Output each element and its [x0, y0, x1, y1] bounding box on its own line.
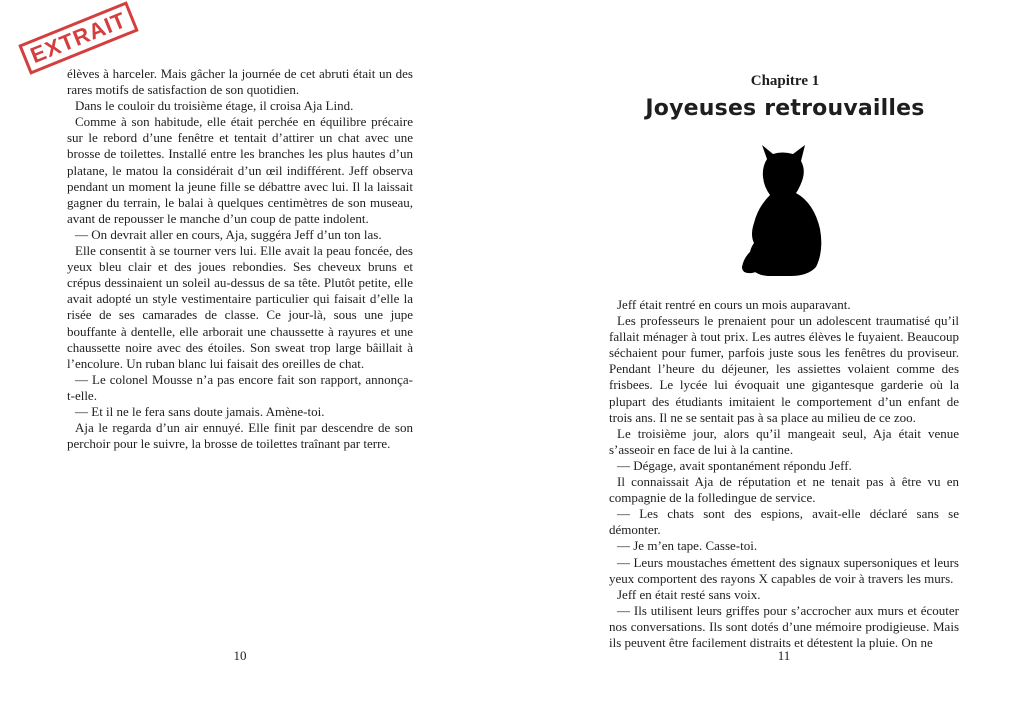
- paragraph: Dans le couloir du troisième étage, il croisa Aja Lind.: [75, 98, 354, 114]
- paragraph: — Et il ne le fera sans doute jamais. Amène-toi.: [75, 403, 325, 419]
- chapter-title: Joyeuses retrouvailles: [645, 96, 925, 121]
- left-page-text: [67, 66, 413, 452]
- paragraph: — Le colonel Mousse n’a pas encore fait son rapport, annonça-t-elle.: [67, 371, 413, 403]
- page-number-left: 10: [233, 648, 247, 663]
- chapter-label: Chapitre 1: [750, 73, 820, 89]
- paragraph: élèves à harceler. Mais gâcher la journée de cet abruti était un des rares motifs de satisfaction de son quotidien.: [67, 66, 413, 98]
- paragraph: Comme à son habitude, elle était perchée en équilibre précaire sur le rebord d’une fenêtre et tentait d’attirer un chat avec une brosse de toilettes. Installé entre les branches les plus hautes d’un platane, le matou la considérait d’un œil indifférent. Jeff observa pendant un moment la jeune fille se débattre avec lui. Il la laissait gagner du terrain, le balai à quelques centimètres de son museau, avant de repousser le manche d’un coup de patte indolent.: [67, 114, 413, 226]
- paragraph: Les professeurs le prenaient pour un adolescent traumatisé qu’il fallait ménager à tout prix. Les autres élèves le fuyaient. Beaucoup séchaient pour fumer, parfois juste sous les fenêtres du proviseur. Pendant l’heure du déjeuner, les assiettes volaient comme des frisbees. Le lycée lui évoquait une gigantesque garderie où la plupart des étudiants imitaient le comportement d’un enfant de trois ans. Il ne se sentait pas à sa place au milieu de ce zoo.: [609, 313, 959, 425]
- paragraph: — Dégage, avait spontanément répondu Jeff.: [617, 457, 852, 473]
- paragraph: — Je m’en tape. Casse-toi.: [617, 538, 758, 554]
- paragraph: Jeff en était resté sans voix.: [617, 586, 761, 602]
- cat-silhouette-icon: [740, 143, 830, 278]
- paragraph: Il connaissait Aja de réputation et ne tenait pas à être vu en compagnie de la folledingue de service.: [609, 474, 959, 506]
- paragraph: — Leurs moustaches émettent des signaux supersoniques et leurs yeux comportent des rayons X capables de voir à travers les murs.: [609, 554, 959, 586]
- paragraph: Elle consentit à se tourner vers lui. Elle avait la peau foncée, des yeux bleu clair et des joues rebondies. Ses cheveux bruns et crépus dessinaient un soleil au-dessus de sa tête. Plutôt petite, elle avait adopté un style vestimentaire particulier qui faisait d’elle la risée de ses camarades de classe. Ce jour-là, sous une jupe bouffante à dentelle, elle arborait une chaussette à rayures et une chaussette noire avec des étoiles. Son sweat trop large bâillait à l’encolure. Un ruban blanc lui faisait des oreilles de chat.: [67, 243, 413, 371]
- paragraph: Aja le regarda d’un air ennuyé. Elle finit par descendre de son perchoir pour le suivre, la brosse de toilettes traînant par terre.: [67, 420, 413, 452]
- paragraph: — Les chats sont des espions, avait-elle déclaré sans se démonter.: [609, 506, 959, 538]
- paragraph: — Ils utilisent leurs griffes pour s’accrocher aux murs et écouter nos conversations. Ils sont dotés d’une mémoire prodigieuse. Mais ils peuvent être facilement distraits et détestent la pluie. On ne: [609, 602, 959, 650]
- paragraph: Le troisième jour, alors qu’il mangeait seul, Aja était venue s’asseoir en face de lui à la cantine.: [609, 425, 959, 457]
- extrait-stamp: EXTRAIT: [18, 1, 139, 75]
- paragraph: Jeff était rentré en cours un mois auparavant.: [617, 297, 851, 312]
- right-page-text: [609, 297, 959, 651]
- paragraph: — On devrait aller en cours, Aja, suggéra Jeff d’un ton las.: [75, 226, 382, 242]
- page-number-right: 11: [777, 648, 791, 663]
